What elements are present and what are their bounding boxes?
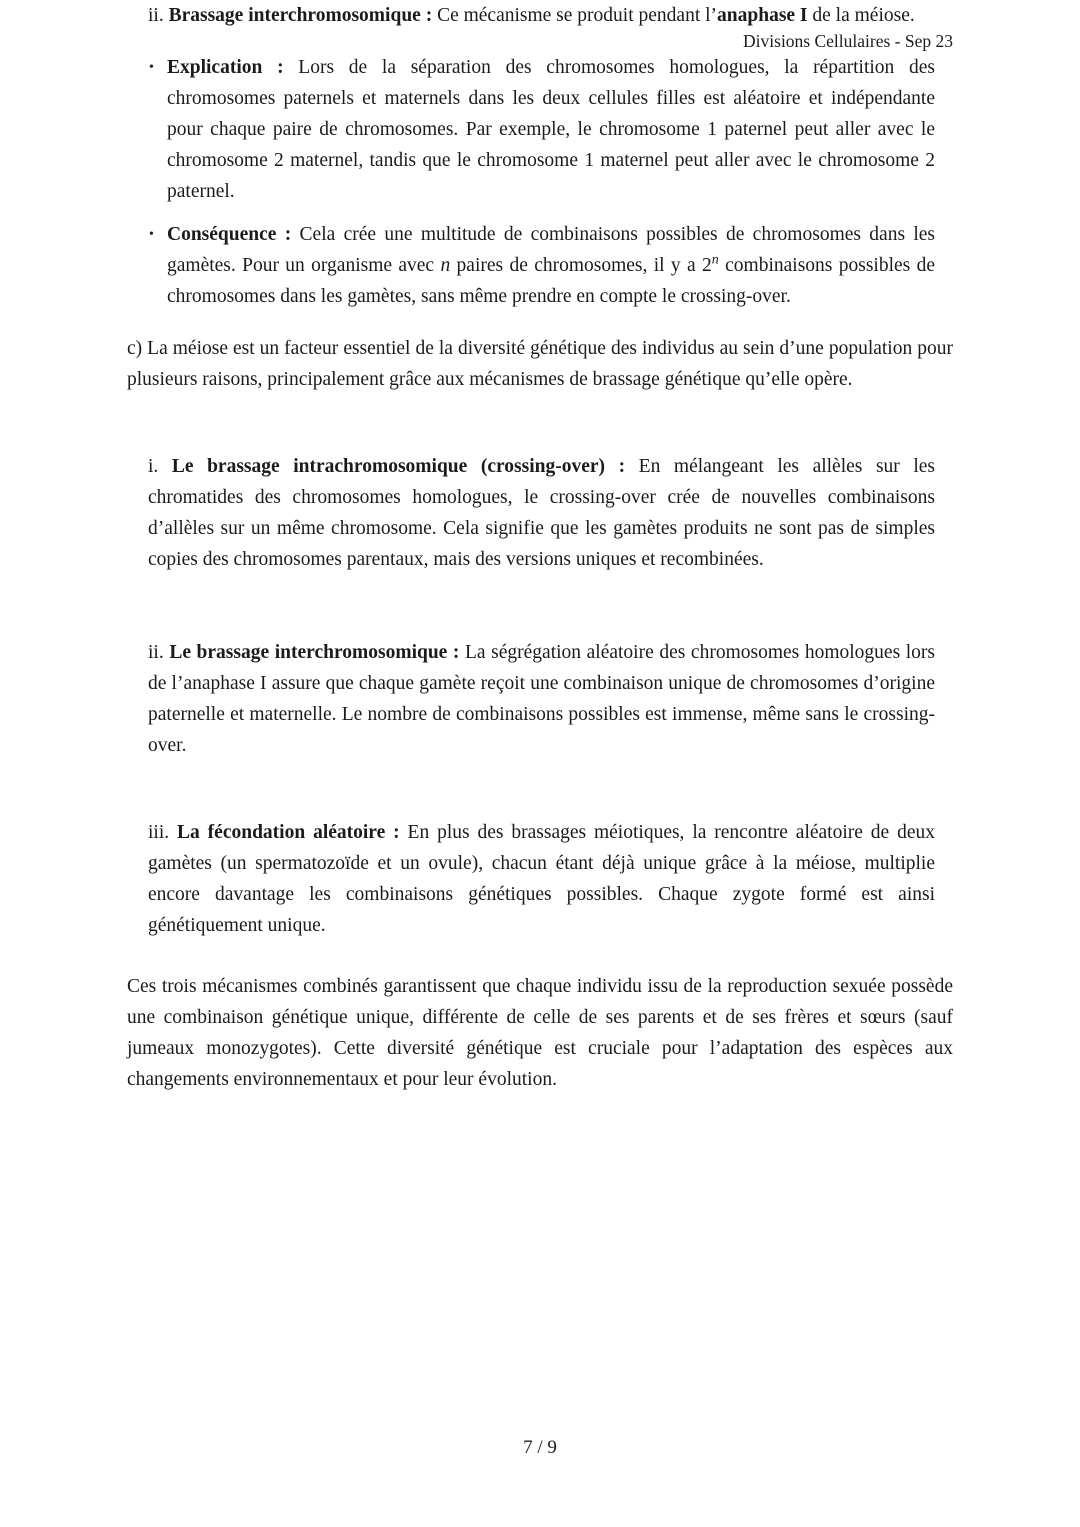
section-i-brassage-intrachromosomique: i. Le brassage intrachromosomique (crossing-over) : En mélangeant les allèles sur les chromatides des chromosomes homologues, le crossing-over crée de nouvelles combinaisons d’allèles sur un même chromosome. Cela signifie que les gamètes produits ne sont pas de simples copies des chromosomes parentaux, mais des versions uniques et recombinées.	[148, 456, 935, 570]
paragraph-c-meiose-diversite: c) La méiose est un facteur essentiel de la diversité génétique des individus au sein d’une population pour plusieurs raisons, principalement grâce aux mécanismes de brassage génétique qu’elle opère.	[127, 338, 953, 390]
bullet-icon: •	[149, 227, 154, 242]
paragraph-brassage-interchromosomique-intro: ii. Brassage interchromosomique : Ce mécanisme se produit pendant l’anaphase I de la méiose.	[148, 5, 915, 26]
list-item-consequence	[148, 219, 935, 312]
list-item-text: Conséquence : Cela crée une multitude de combinaisons possibles de chromosomes dans les gamètes. Pour un organisme avec n paires de chromosomes, il y a 2$^n$ combinaisons possibles de chromosomes dans les gamètes, sans même prendre en compte le crossing-over.	[167, 224, 935, 307]
section-iii-fecondation-aleatoire: iii. La fécondation aléatoire : En plus des brassages méiotiques, la rencontre aléatoire de deux gamètes (un spermatozoïde et un ovule), chacun étant déjà unique grâce à la méiose, multiplie encore davantage les combinaisons génétiques possibles. Chaque zygote formé est ainsi génétiquement unique.	[148, 822, 936, 936]
page-number: 7 / 9	[523, 1437, 557, 1458]
section-ii-brassage-interchromosomique: ii. Le brassage interchromosomique : La ségrégation aléatoire des chromosomes homologues lors de l’anaphase I assure que chaque gamète reçoit une combinaison unique de chromosomes d’origine paternelle et maternelle. Le nombre de combinaisons possibles est immense, même sans le crossing-over.	[148, 642, 935, 756]
list-item-text: Explication : Lors de la séparation des chromosomes homologues, la répartition des chromosomes paternels et maternels dans les deux cellules filles est aléatoire et indépendante pour chaque paire de chromosomes. Par exemple, le chromosome 1 paternel peut aller avec le chromosome 2 maternel, tandis que le chromosome 1 maternel peut aller avec le chromosome 2 paternel.	[167, 57, 936, 202]
paragraph-conclusion: Ces trois mécanismes combinés garantissent que chaque individu issu de la reproduction sexuée possède une combinaison génétique unique, différente de celle de ses parents et de ses frères et sœurs (sauf jumeaux monozygotes). Cette diversité génétique est cruciale pour l’adaptation des espèces aux changements environnementaux et pour leur évolution.	[127, 976, 953, 1090]
document-content	[127, 0, 953, 1095]
list-item-explication	[148, 52, 935, 207]
page-header-title: Divisions Cellulaires - Sep 23	[743, 31, 953, 51]
bullet-list	[148, 52, 935, 312]
bullet-icon: •	[149, 60, 154, 75]
